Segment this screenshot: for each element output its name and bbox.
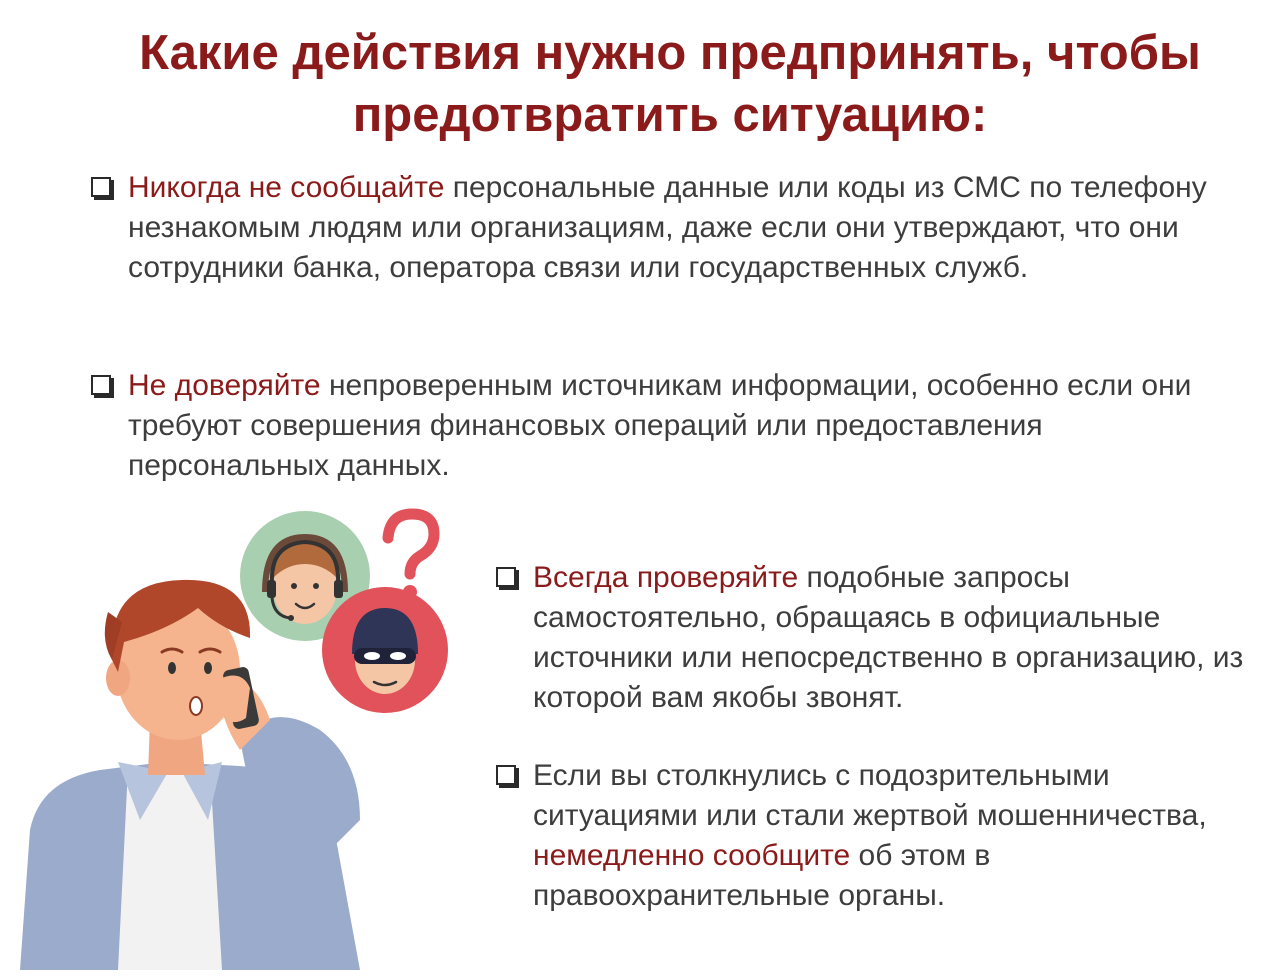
checkbox-bullet-icon (91, 375, 111, 395)
masked-fraudster-icon (322, 587, 448, 713)
advice-highlight: Никогда не сообщайте (128, 171, 445, 204)
advice-highlight: Не доверяйте (128, 369, 321, 402)
checkbox-bullet-icon (496, 567, 516, 587)
advice-highlight: немедленно сообщите (533, 839, 851, 872)
advice-rest: персональные данные или коды из СМС по телефону незнакомым людям или организациям, даже если они утверждают, что они сотрудники банка, оператора связи или государственных служб. (128, 171, 1207, 284)
advice-text (533, 756, 1253, 916)
advice-item-always-verify (533, 558, 1253, 718)
advice-rest: непроверенным источникам информации, особенно если они требуют совершения финансовых операций или предоставления персональных данных. (128, 369, 1192, 482)
advice-text (533, 558, 1253, 718)
advice-item-never-share (128, 168, 1248, 288)
advice-text (128, 366, 1248, 486)
page-title: Какие действия нужно предпринять, чтобы предотвратить ситуацию: (139, 26, 1201, 142)
advice-rest: об этом в правоохранительные органы. (533, 839, 991, 912)
advice-lead: Если вы столкнулись с подозрительными ситуациями или стали жертвой мошенничества, (533, 759, 1207, 832)
advice-item-do-not-trust (128, 366, 1248, 486)
advice-text (128, 168, 1248, 288)
advice-highlight: Всегда проверяйте (533, 561, 799, 594)
advice-rest: подобные запросы самостоятельно, обращаясь в официальные источники или непосредственно в организацию, из которой вам якобы звонят. (533, 561, 1244, 714)
advice-item-report (533, 756, 1253, 916)
question-mark-icon (388, 514, 434, 599)
checkbox-bullet-icon (496, 765, 516, 785)
checkbox-bullet-icon (91, 177, 111, 197)
phone-call-illustration (0, 500, 480, 970)
